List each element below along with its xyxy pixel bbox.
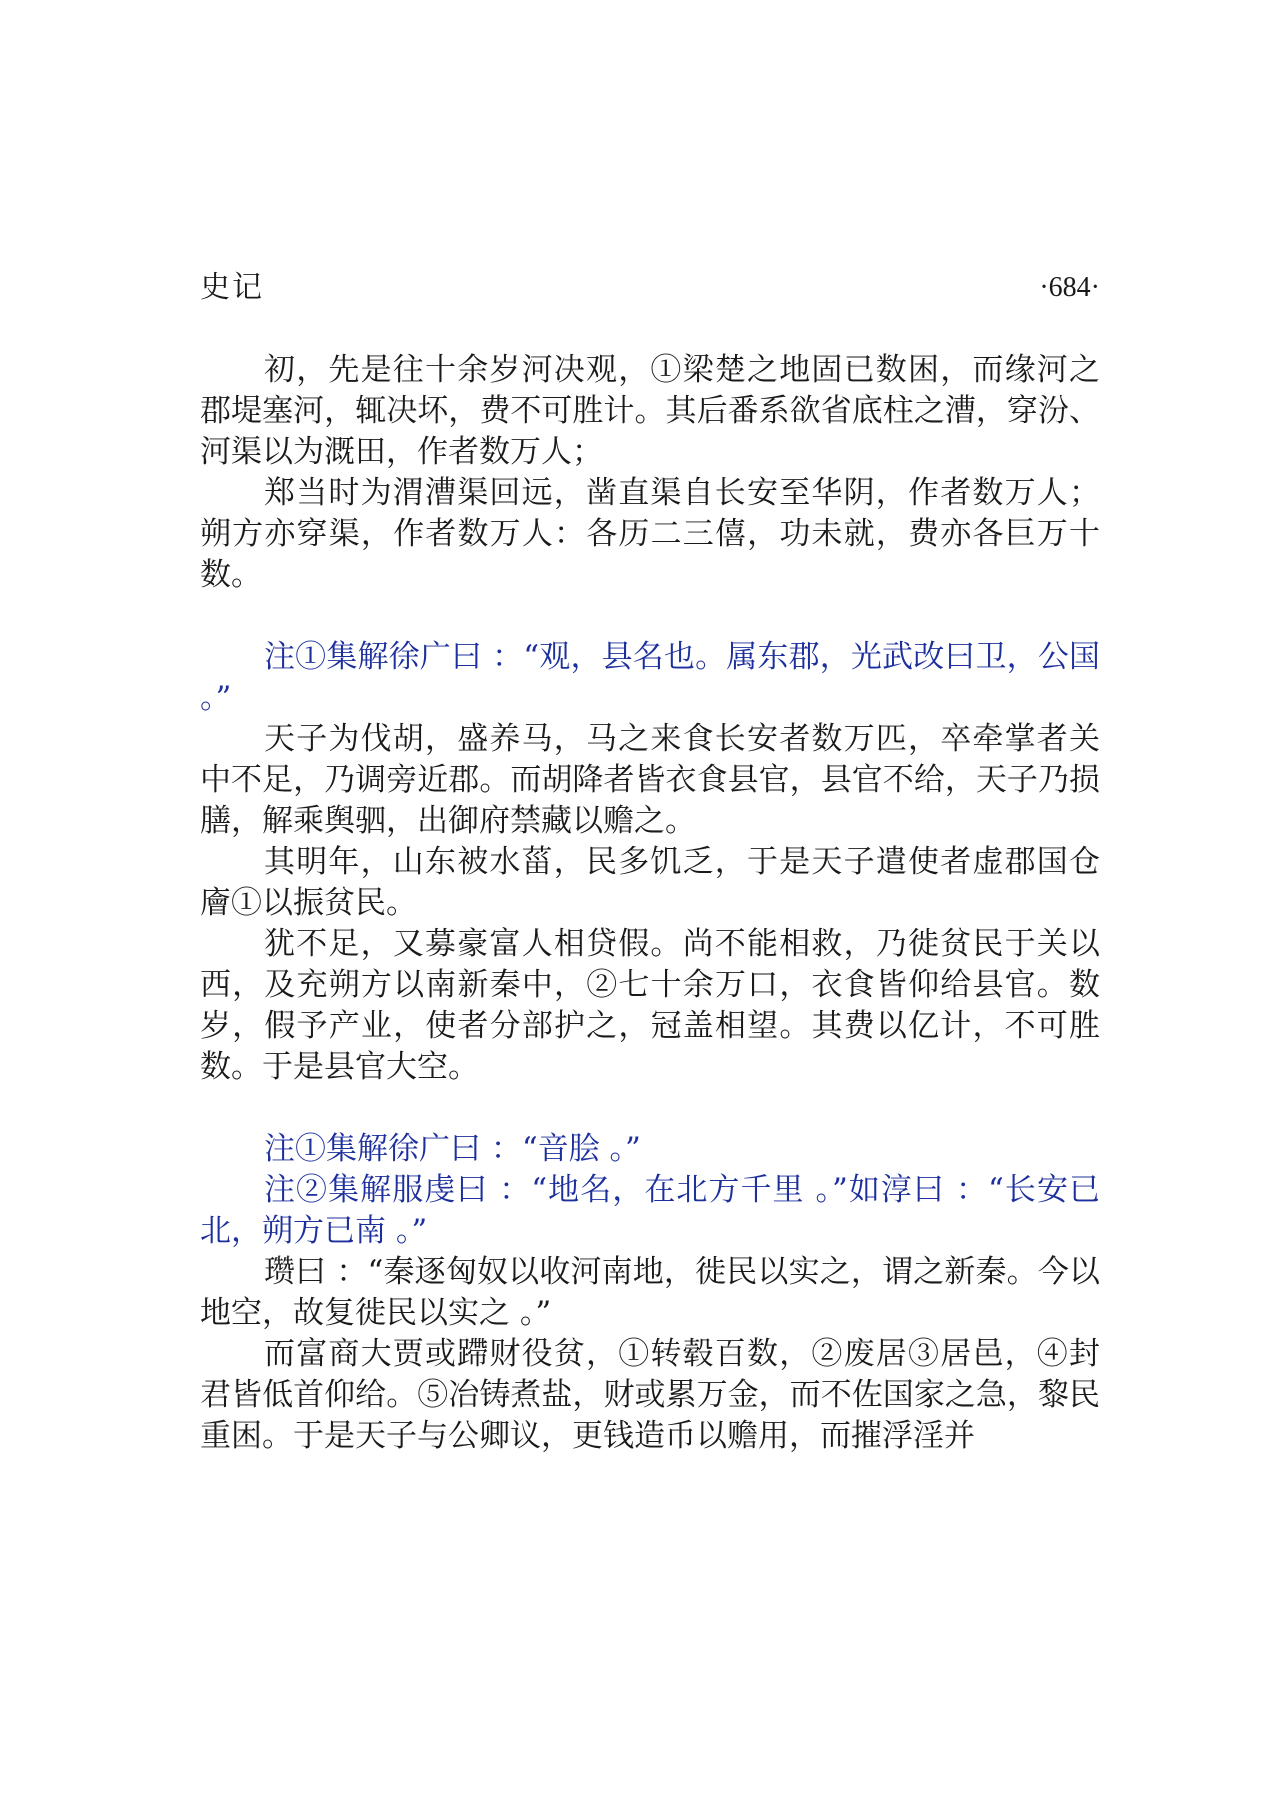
paragraph: 犹不足，又募豪富人相贷假。尚不能相救，乃徙贫民于关以西，及充朔方以南新秦中，②七十余万口，衣食皆仰给县官。数岁，假予产业，使者分部护之，冠盖相望。其费以亿计，不可胜数。于是县官大空。 <box>200 926 1100 1085</box>
annotation-note: 注①集解徐广曰 ：“观，县名也。属东郡，光武改曰卫，公国 。” <box>200 639 1100 716</box>
annotation-note: 注①集解徐广曰 ：“音脍 。” <box>264 1131 641 1167</box>
paragraph: 郑当时为渭漕渠回远，凿直渠自长安至华阴，作者数万人；朔方亦穿渠，作者数万人：各历二三僖，功未就，费亦各巨万十数。 <box>200 475 1100 593</box>
annotation-note: 注②集解服虔曰 ：“地名，在北方千里 。”如淳曰 ：“长安已北，朔方已南 。” <box>200 1172 1100 1249</box>
body-text <box>200 350 1100 1457</box>
book-title: 史记 <box>200 270 264 305</box>
paragraph: 其明年，山东被水菑，民多饥乏，于是天子遣使者虚郡国仓廥①以振贫民。 <box>200 844 1100 921</box>
paragraph-gap <box>200 1088 1100 1129</box>
paragraph: 瓒曰 ：“秦逐匈奴以收河南地，徙民以实之，谓之新秦。今以地空，故复徙民以实之 。” <box>200 1254 1100 1331</box>
paragraph: 而富商大贾或蹛财役贫，①转毂百数，②废居③居邑，④封君皆低首仰给。⑤冶铸煮盐，财或累万金，而不佐国家之急，黎民重困。于是天子与公卿议，更钱造币以赡用，而摧浮淫并 <box>200 1336 1100 1454</box>
paragraph-gap <box>200 596 1100 637</box>
paragraph: 天子为伐胡，盛养马，马之来食长安者数万匹，卒牵掌者关中不足，乃调旁近郡。而胡降者皆衣食县官，县官不给，天子乃损膳，解乘舆驷，出御府禁藏以赡之。 <box>200 721 1100 839</box>
page-number: ·684· <box>1039 272 1100 303</box>
page-header <box>200 268 1100 308</box>
document-page <box>200 0 1100 1795</box>
paragraph: 初，先是往十余岁河决观，①梁楚之地固已数困，而缘河之郡堤塞河，辄决坏，费不可胜计。其后番系欲省底柱之漕，穿汾、河渠以为溉田，作者数万人； <box>200 352 1100 470</box>
